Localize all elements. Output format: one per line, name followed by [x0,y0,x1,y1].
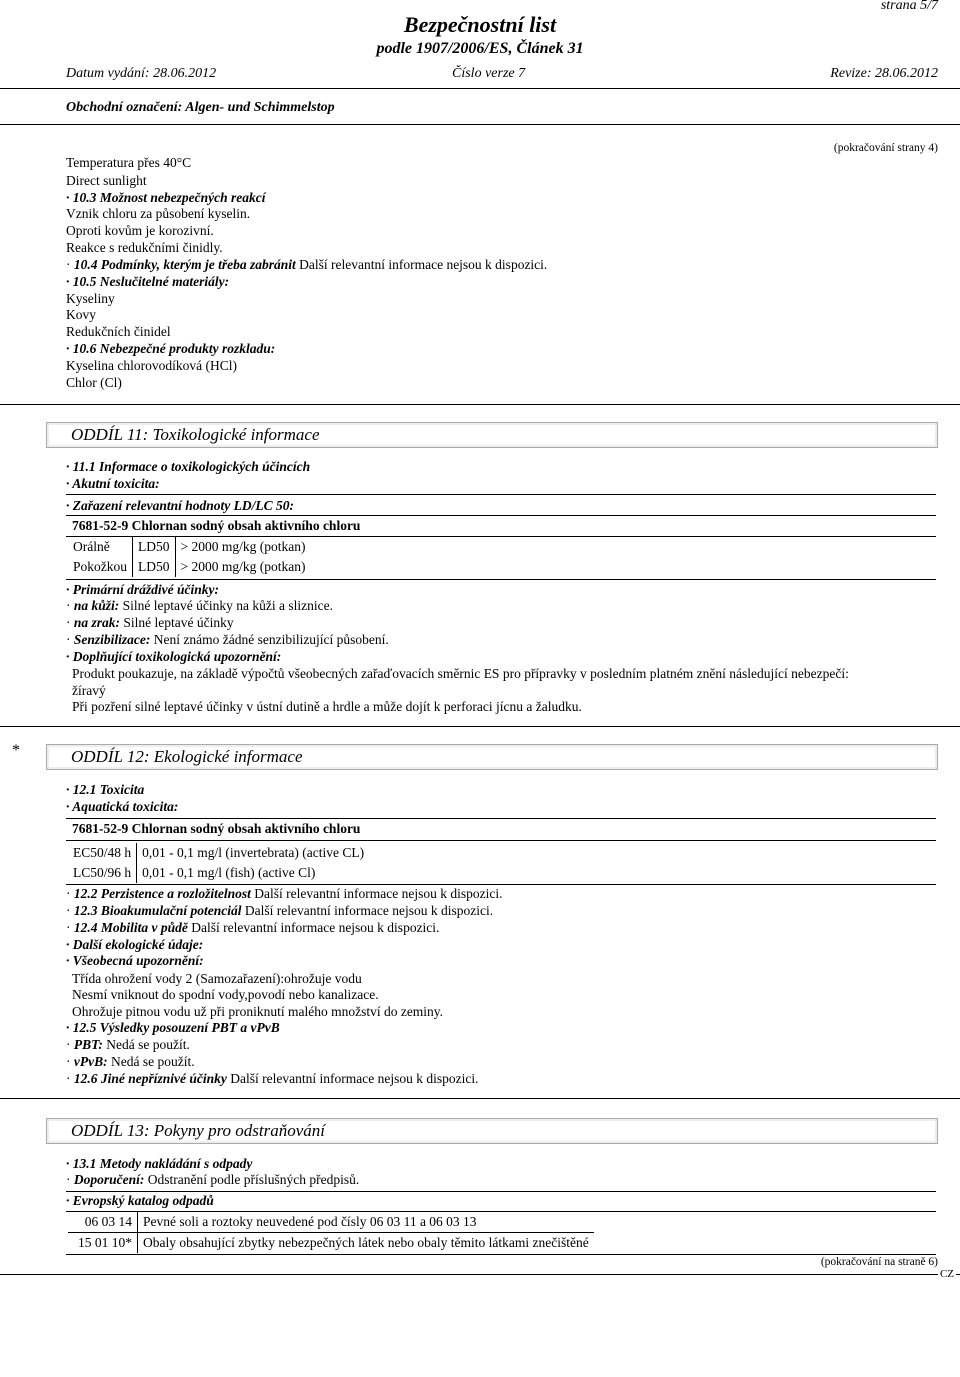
decomposition-product: Chlor (Cl) [66,375,122,390]
section-11-header [46,422,938,448]
value: 0,01 - 0,1 mg/l (fish) (active Cl) [142,865,316,880]
s10-line: Direct sunlight [66,173,147,188]
language-code: CZ [939,1268,954,1280]
heading-10-5: · 10.5 Neslučitelné materiály: [66,274,229,290]
heading-12-4: · 12.4 Mobilita v půdě Další relevantní informace nejsou k dispozici. [66,920,439,936]
table-rule [66,884,936,885]
heading-12-6: · 12.6 Jiné nepříznivé účinky Další relevantní informace nejsou k dispozici. [66,1071,478,1087]
ld-lc-title: · Zařazení relevantní hodnoty LD/LC 50: [66,498,294,514]
table-rule [66,494,936,495]
other-ecological-label: · Další ekologické údaje: [66,937,203,953]
header-divider-2 [0,124,960,125]
value: 0,01 - 0,1 mg/l (invertebrata) (active CL) [142,845,365,860]
s10-line: Reakce s redukčními činidly. [66,240,223,255]
heading-13-1: · 13.1 Metody nakládání s odpady [66,1156,252,1172]
substance-name: 7681-52-9 Chlornan sodný obsah aktivního chloru [72,518,361,533]
route: Orálně [68,537,133,557]
heading-12-3: · 12.3 Bioakumulační potenciál Další relevantní informace nejsou k dispozici. [66,903,493,919]
issue-date: Datum vydání: 28.06.2012 [66,66,217,81]
type: LD50 [133,537,176,557]
material: Redukčních činidel [66,324,171,339]
section-divider [0,726,960,727]
footer-divider [0,1274,960,1275]
heading-10-4: · 10.4 Podmínky, kterým je třeba zabránit Další relevantní informace nejsou k dispozici. [66,257,547,273]
material: Kovy [66,307,96,322]
pbt: · PBT: Nedá se použít. [66,1037,190,1053]
section-11-title: ODDÍL 11: Toxikologické informace [71,425,320,444]
waste-code: 15 01 10* [68,1233,138,1254]
primary-irritation-label: · Primární dráždivé účinky: [66,582,219,598]
heading-11-1: · 11.1 Informace o toxikologických účincích [66,459,310,475]
document-title: Bezpečnostní list [403,12,557,37]
table-rule [66,840,936,841]
type: LD50 [133,557,176,577]
s10-line: Vznik chloru za působení kyselin. [66,206,251,221]
heading-12-5: · 12.5 Výsledky posouzení PBT a vPvB [66,1020,280,1036]
table-row [68,843,369,863]
additional-toxicology-text: žíravý [72,683,106,698]
route: Pokožkou [68,557,133,577]
substance-name: 7681-52-9 Chlornan sodný obsah aktivního chloru [72,821,361,836]
header-divider [0,88,960,89]
skin-effect: · na kůži: Silné leptavé účinky na kůži a sliznice. [66,598,333,614]
table-rule [66,1254,936,1255]
decomposition-product: Kyselina chlorovodíková (HCl) [66,358,237,373]
revision-marker: * [12,742,20,759]
aquatic-toxicity-label: · Aquatická toxicita: [66,799,178,815]
table-row [68,1233,594,1254]
acute-toxicity-label: · Akutní toxicita: [66,476,160,492]
heading-10-6: · 10.6 Nebezpečné produkty rozkladu: [66,341,275,357]
section-12-header [46,744,938,770]
continuation-to: (pokračování na straně 6) [820,1256,938,1268]
type: EC50/48 h [68,843,137,863]
section-divider [0,404,960,405]
table-rule [66,579,936,580]
additional-toxicology-text: Produkt poukazuje, na základě výpočtů všeobecných zařaďovacích směrnic ES pro přípravky v posledním platném znění následující nebezpečí: [72,666,849,681]
table-row [68,1212,594,1233]
type: LC50/96 h [68,863,137,883]
table-rule [66,515,936,516]
heading-10-3: · 10.3 Možnost nebezpečných reakcí [66,190,266,206]
sensitization: · Senzibilizace: Není známo žádné senzibilizující působení. [66,632,389,648]
s10-line: Oproti kovům je korozivní. [66,223,214,238]
general-note: Nesmí vniknout do spodní vody,povodí nebo kanalizace. [72,987,379,1002]
general-note: Ohrožuje pitnou vodu už při proniknutí malého množství do zeminy. [72,1004,444,1019]
section-divider [0,1098,960,1099]
waste-description: Pevné soli a roztoky neuvedené pod čísly 06 03 11 a 06 03 13 [143,1214,477,1229]
recommendation: · Doporučení: Odstranění podle příslušných předpisů. [66,1172,359,1188]
vpvb: · vPvB: Nedá se použít. [66,1054,195,1070]
revision-date: Revize: 28.06.2012 [830,66,938,81]
general-note: Třída ohrožení vody 2 (Samozařazení):ohrožuje vodu [72,971,362,986]
eye-effect: · na zrak: Silné leptavé účinky [66,615,234,631]
ld50-table [68,537,310,577]
table-rule [66,1191,936,1192]
section-13-header [46,1118,938,1144]
waste-catalog-table [68,1212,594,1253]
additional-toxicology-text: Při pozření silné leptavé účinky v ústní dutině a hrdle a může dojít k perforaci jícnu a žaludku. [72,699,582,714]
value: > 2000 mg/kg (potkan) [180,539,306,554]
page-number: strana 5/7 [880,0,938,13]
continuation-from: (pokračování strany 4) [833,142,938,154]
waste-description: Obaly obsahující zbytky nebezpečných látek nebo obaly těmito látkami znečištěné [143,1235,589,1250]
section-12-title: ODDÍL 12: Ekologické informace [71,747,303,766]
general-notes-label: · Všeobecná upozornění: [66,953,204,969]
waste-catalog-label: · Evropský katalog odpadů [66,1193,214,1209]
section-13-title: ODDÍL 13: Pokyny pro odstraňování [71,1121,326,1140]
aquatic-table [68,843,369,883]
waste-code: 06 03 14 [68,1212,138,1233]
table-row [68,863,369,883]
heading-12-1: · 12.1 Toxicita [66,782,144,798]
trade-name: Obchodní označení: Algen- und Schimmelstop [66,100,335,115]
version: Číslo verze 7 [452,66,526,81]
value: > 2000 mg/kg (potkan) [180,559,306,574]
additional-toxicology-label: · Doplňující toxikologická upozornění: [66,649,281,665]
table-row [68,537,310,557]
heading-12-2: · 12.2 Perzistence a rozložitelnost Další relevantní informace nejsou k dispozici. [66,886,502,902]
s10-line: Temperatura přes 40°C [66,155,192,170]
material: Kyseliny [66,291,115,306]
document-subtitle: podle 1907/2006/ES, Článek 31 [376,40,584,57]
table-row [68,557,310,577]
table-rule [66,818,936,819]
